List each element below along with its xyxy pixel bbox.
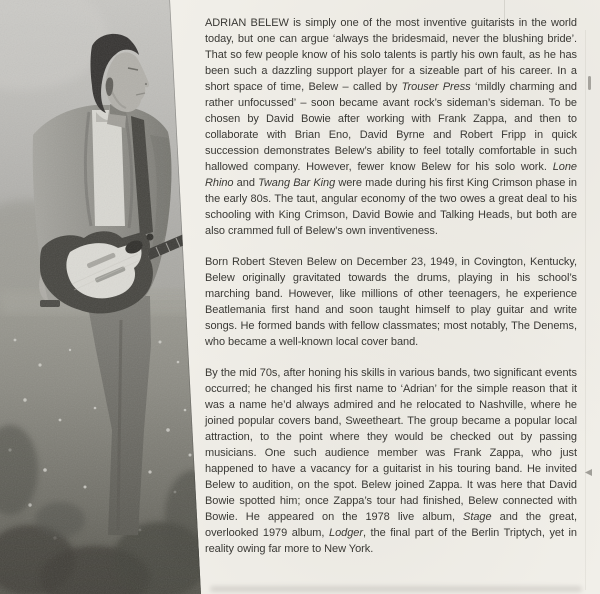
text-run: were made during his first King Crimson phase in the early 80s. The taut, angular economy of the two owes a great deal to his schooling with King Crimson, David Bowie and Talking Heads, but both are also crammed full of Belew’s own inventiveness. <box>205 177 577 237</box>
album-title-italic: Stage <box>463 511 492 523</box>
scan-speck <box>588 76 591 90</box>
paragraph-2 <box>205 254 577 350</box>
photo-svg <box>0 0 205 594</box>
scan-speck <box>585 469 592 476</box>
belew-photo <box>0 0 205 594</box>
paragraph-1 <box>205 15 577 239</box>
text-run: Born Robert Steven Belew on December 23, 1949, in Covington, Kentucky, Belew originally gravitated towards the drums, playing in his school’s marching band. However, like millions of other teenagers, he experience Beatlemania first hand and soon taught himself to play guitar and write songs. He formed bands with fellow classmates; most notably, The Denems, who became a well-known local cover band. <box>205 256 577 348</box>
scan-scratch <box>504 0 505 28</box>
album-title-italic: Lone Rhino <box>205 161 577 189</box>
paragraph-3 <box>205 365 577 557</box>
liner-notes <box>205 15 577 572</box>
album-title-italic: Twang Bar King <box>258 177 336 189</box>
album-title-italic: Lodger <box>329 527 363 539</box>
magazine-title-italic: Trouser Press <box>401 81 471 93</box>
text-run: and <box>233 177 259 189</box>
scan-smudge <box>210 586 582 592</box>
text-run: By the mid 70s, after honing his skills in various bands, two significant events occurred; he changed his first name to ‘Adrian’ for the simple reason that it was a name he’d always admired and he relocated to Nashville, where he joined popular covers band, Sweetheart. The group became a popular local attraction, to the point where they would be checked out by passing musicians. One such audience member was Frank Zappa, who just happened to have a vacancy for a guitarist in his touring band. He invited Belew to audition, on the spot. Belew joined Zappa. It was here that David Bowie spotted him; once Zappa’s tour had finished, Belew connected with Bowie. He appeared on the 1978 live album, <box>205 367 577 523</box>
text-run: and the great, overlooked 1979 album, <box>205 511 577 539</box>
film-grain <box>0 0 205 594</box>
page-edge-line <box>585 30 586 590</box>
text-run: ‘mildly charming and rather unfocussed’ – soon became avant rock’s sideman’s sideman. To be chosen by David Bowie after working with Frank Zappa, and then to collaborate with Brian Eno, David Byrne and Robert Fripp in quick succession demonstrates Belew’s ability to feel totally comfortable in such hallowed company. However, fewer know Belew for his solo work. <box>205 81 577 173</box>
text-run: , the final part of the Berlin Triptych, yet in reality owing far more to New York. <box>205 527 577 555</box>
text-run: ADRIAN BELEW is simply one of the most inventive guitarists in the world today, but one can argue ‘always the bridesmaid, never the blushing bride’. That so few people know of his solo talents is partly his own fault, as he has been such a dazzling support player for a sizeable part of his career. In a short space of time, Belew – called by <box>205 17 577 93</box>
